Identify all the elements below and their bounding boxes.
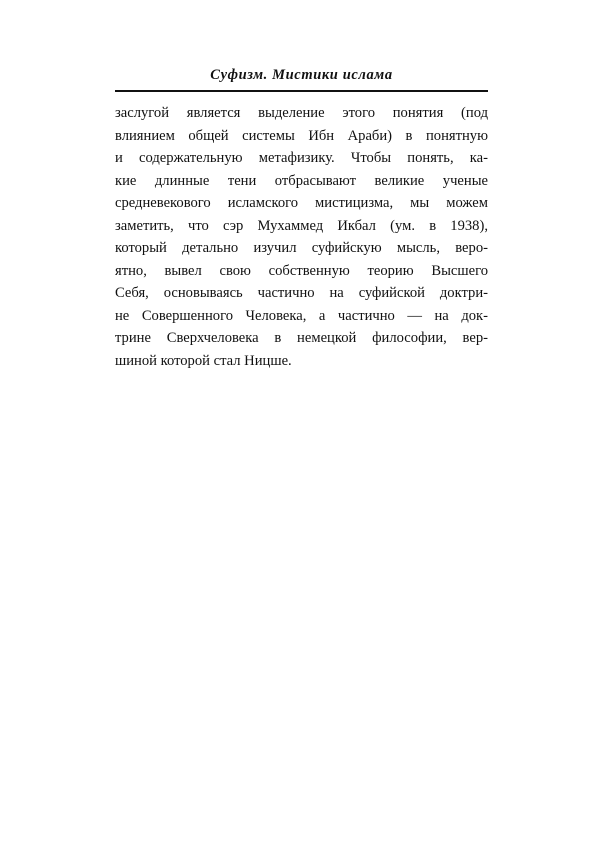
text-line: заслугой является выделение этого понятия (под — [115, 105, 488, 121]
header-rule — [115, 90, 488, 92]
text-line: который детально изучил суфийскую мысль, веро- — [115, 240, 488, 256]
running-header: Суфизм. Мистики ислама — [210, 67, 393, 83]
text-line: заметить, что сэр Мухаммед Икбал (ум. в 1938), — [115, 217, 488, 234]
text-line: влиянием общей системы Ибн Араби) в понятную — [115, 127, 488, 144]
text-line: и содержательную метафизику. Чтобы понять, ка- — [115, 150, 488, 166]
text-line: ятно, вывел свою собственную теорию Высшего — [115, 262, 488, 279]
text-line: кие длинные тени отбрасывают великие ученые — [115, 172, 488, 189]
text-line: не Совершенного Человека, а частично — на док- — [115, 307, 488, 324]
text-line: Себя, основываясь частично на суфийской доктри- — [115, 285, 488, 301]
text-line: средневекового исламского мистицизма, мы можем — [115, 195, 488, 211]
text-line-last: шиной которой стал Ницше. — [115, 352, 292, 369]
text-line: трине Сверхчеловека в немецкой философии, вер- — [115, 330, 488, 346]
body-paragraph — [115, 102, 488, 372]
